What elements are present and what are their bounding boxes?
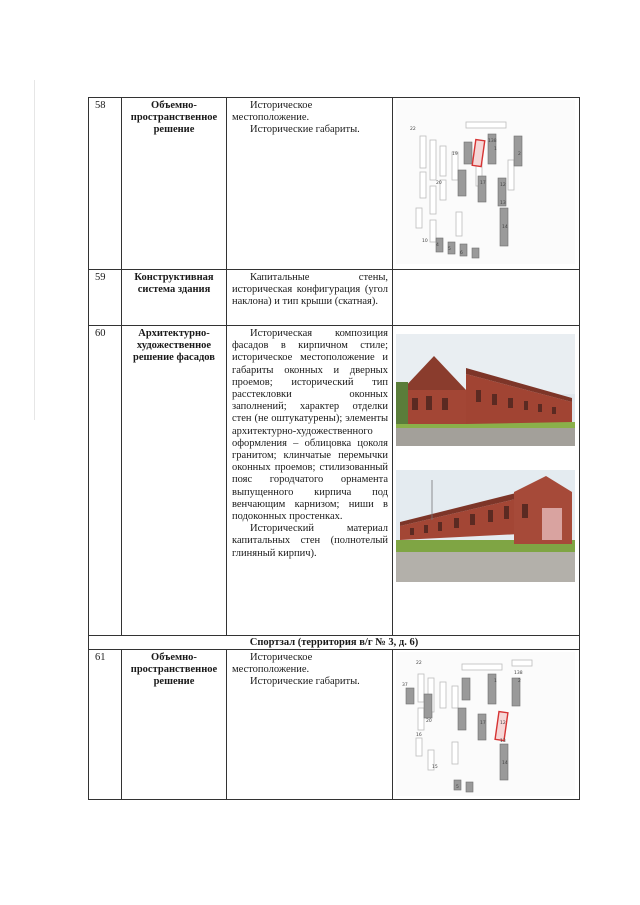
svg-text:138: 138 <box>514 671 523 676</box>
site-plan-drawing <box>396 100 575 264</box>
svg-text:12: 12 <box>500 721 506 726</box>
svg-text:138: 138 <box>488 139 497 144</box>
site-plan-drawing <box>396 652 575 796</box>
svg-text:13: 13 <box>500 201 506 206</box>
svg-text:6: 6 <box>460 251 463 256</box>
section-header-row <box>89 636 580 650</box>
scan-artifact <box>34 80 35 420</box>
row-description: Историческое местоположение. Исторические габариты. <box>227 98 393 270</box>
row-description: Историческая композиция фасадов в кирпичном стиле; историческое местоположение и габариты оконных и дверных проемов; исторический тип расстекловки оконных заполнений; характер отделки стен (не оштукатурены); элементы архитектурно-художественного оформления – облицовка цоколя гранитом; клинчатые перемычки оконных проемов; стилизованный пояс городчатого орнамента выпущенного кирпича под венчающим карнизом; ниши в подоконных простенках. Исторический материал капитальных стен (полнотелый глиняный кирпич). <box>227 326 393 636</box>
svg-text:17: 17 <box>480 181 486 186</box>
table-row <box>89 98 580 270</box>
svg-text:1: 1 <box>494 147 497 152</box>
row-number: 58 <box>89 98 122 270</box>
section-title: Спортзал (территория в/г № 3, д. 6) <box>89 636 580 650</box>
svg-text:14: 14 <box>502 761 508 766</box>
protected-features-table <box>88 97 580 800</box>
site-plan-map <box>393 650 580 800</box>
facade-photos <box>393 326 580 636</box>
row-name: Архитектурно-художественное решение фасадов <box>122 326 227 636</box>
row-name: Объемно-пространственное решение <box>122 98 227 270</box>
svg-text:5: 5 <box>448 247 451 252</box>
svg-text:19: 19 <box>452 152 458 157</box>
row-description: Историческое местоположение. Исторические габариты. <box>227 650 393 800</box>
svg-text:4: 4 <box>436 243 439 248</box>
table-row <box>89 270 580 326</box>
svg-text:12: 12 <box>500 183 506 188</box>
svg-text:20: 20 <box>426 719 432 724</box>
svg-text:22: 22 <box>416 661 422 666</box>
row-description: Капитальные стены, историческая конфигурация (угол наклона) и тип крыши (скатная). <box>227 270 393 326</box>
svg-text:13: 13 <box>500 739 506 744</box>
svg-text:5: 5 <box>456 785 459 790</box>
svg-text:17: 17 <box>480 721 486 726</box>
svg-text:2: 2 <box>518 152 521 157</box>
facade-photo-2 <box>396 470 575 582</box>
row-number: 61 <box>89 650 122 800</box>
row-name: Конструктивная система здания <box>122 270 227 326</box>
svg-text:10: 10 <box>422 239 428 244</box>
table-row <box>89 650 580 800</box>
svg-text:14: 14 <box>502 225 508 230</box>
svg-text:37: 37 <box>402 683 408 688</box>
svg-text:2: 2 <box>518 679 521 684</box>
svg-text:16: 16 <box>416 733 422 738</box>
facade-photo-1 <box>396 334 575 446</box>
row-number: 59 <box>89 270 122 326</box>
svg-text:22: 22 <box>410 127 416 132</box>
svg-text:20: 20 <box>436 181 442 186</box>
empty-cell <box>393 270 580 326</box>
row-number: 60 <box>89 326 122 636</box>
svg-text:1: 1 <box>494 679 497 684</box>
site-plan-map <box>393 98 580 270</box>
table-row <box>89 326 580 636</box>
row-name: Объемно-пространственное решение <box>122 650 227 800</box>
svg-text:15: 15 <box>432 765 438 770</box>
